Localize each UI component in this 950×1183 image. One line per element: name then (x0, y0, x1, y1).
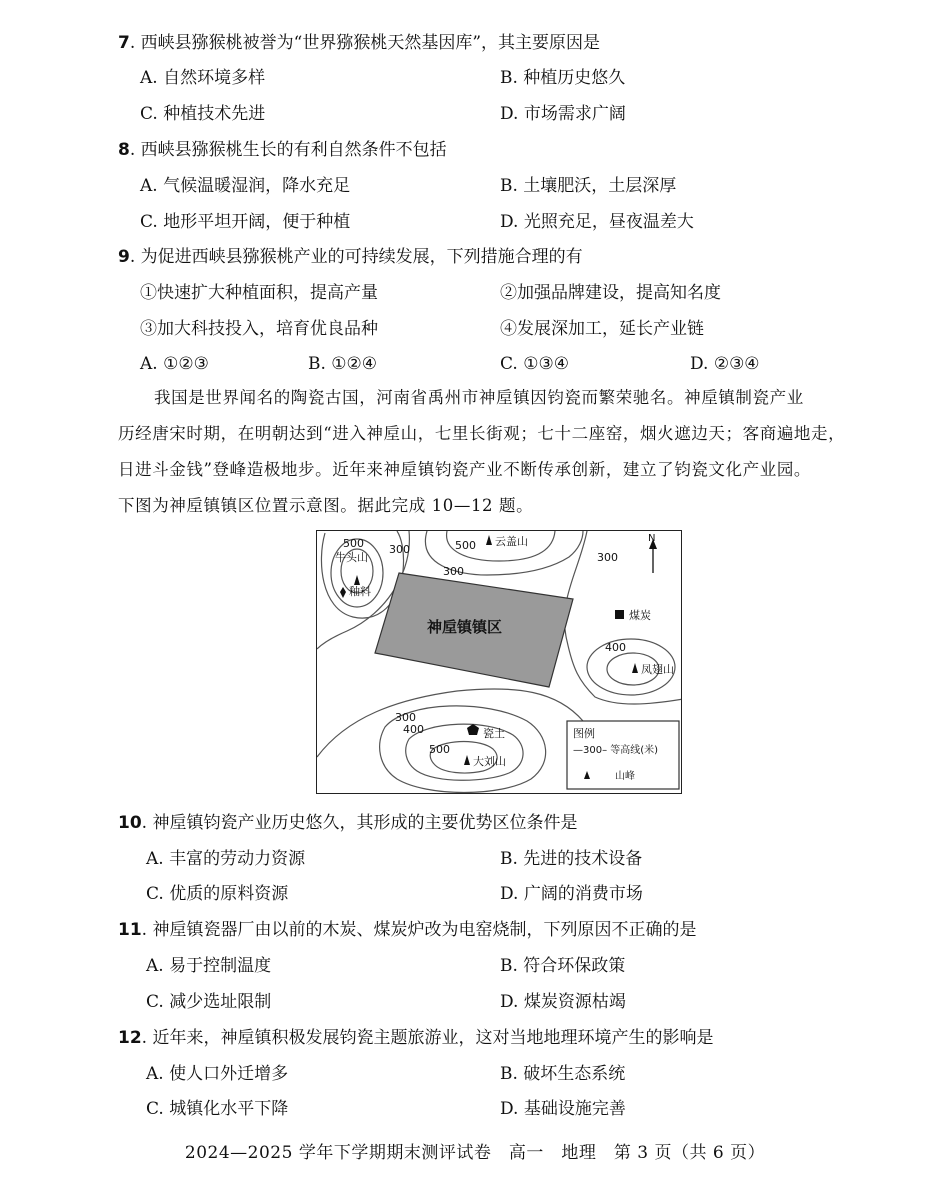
peak-marker-icon (486, 535, 492, 545)
peak-label-fengchi: 凤翅山 (641, 663, 674, 676)
map-drawing (317, 531, 682, 794)
coal-symbol-icon (615, 610, 624, 619)
q8-option-d: D. 光照充足，昼夜温差大 (500, 212, 694, 232)
q9-measure-2: ②加强品牌建设，提高知名度 (500, 283, 721, 303)
question-number: 10 (118, 813, 142, 833)
q9-measure-1: ①快速扩大种植面积，提高产量 (140, 283, 378, 303)
question-text: . 近年来，神垕镇积极发展钧瓷主题旅游业，这对当地地理环境产生的影响是 (141, 1028, 714, 1048)
question-8-stem (118, 139, 447, 161)
q10-option-c: C. 优质的原料资源 (146, 884, 289, 904)
q8-option-c: C. 地形平坦开阔，便于种植 (140, 212, 351, 232)
peak-label-niutou: 牛头山 (335, 551, 368, 564)
north-label: N (648, 533, 656, 544)
peak-marker-icon (464, 755, 470, 765)
contour-label: 400 (605, 641, 626, 654)
passage-line-1: 我国是世界闻名的陶瓷古国，河南省禹州市神垕镇因钧瓷而繁荣驰名。神垕镇制瓷产业 (154, 388, 804, 407)
passage-line-4: 下图为神垕镇镇区位置示意图。据此完成 10—12 题。 (118, 496, 534, 515)
question-9-stem (118, 246, 583, 268)
q10-option-a: A. 丰富的劳动力资源 (146, 849, 306, 869)
question-number: 9 (118, 247, 130, 267)
question-text: . 神垕镇瓷器厂由以前的木炭、煤炭炉改为电窑烧制，下列原因不正确的是 (141, 920, 697, 940)
contour-label: 500 (455, 539, 476, 552)
contour-label: 500 (343, 537, 364, 550)
peak-label-yungai: 云盖山 (495, 535, 528, 548)
contour-label: 300 (443, 565, 464, 578)
q8-option-b: B. 土壤肥沃，土层深厚 (500, 176, 677, 196)
contour-label: 300 (597, 551, 618, 564)
peak-label-daliu: 大刘山 (473, 755, 506, 768)
resource-label-coal: 煤炭 (629, 609, 651, 622)
q12-option-b: B. 破坏生态系统 (500, 1064, 626, 1084)
question-number: 8 (118, 140, 130, 160)
q9-option-a: A. ①②③ (140, 354, 209, 374)
resource-label-glaze: 釉料 (349, 585, 371, 598)
legend-peak-label: 山峰 (615, 771, 635, 782)
passage-line-3: 日进斗金钱”登峰造极地步。近年来神垕镇钧瓷产业不断传承创新，建立了钧瓷文化产业园。 (118, 460, 812, 479)
contour-label: 300 (389, 543, 410, 556)
glaze-symbol-icon (340, 587, 346, 598)
q12-option-a: A. 使人口外迁增多 (146, 1064, 289, 1084)
contour-label: 400 (403, 723, 424, 736)
question-text: . 为促进西峡县猕猴桃产业的可持续发展，下列措施合理的有 (129, 247, 583, 267)
legend-title: 图例 (573, 727, 595, 740)
page-footer: 2024—2025 学年下学期期末测评试卷 高一 地理 第 3 页（共 6 页） (184, 1143, 766, 1163)
q12-option-c: C. 城镇化水平下降 (146, 1099, 289, 1119)
legend-contour-label: —300– 等高线(米) (573, 745, 659, 756)
q9-measure-4: ④发展深加工，延长产业链 (500, 319, 704, 339)
question-text: . 西峡县猕猴桃生长的有利自然条件不包括 (129, 140, 447, 160)
q7-option-c: C. 种植技术先进 (140, 104, 266, 124)
q9-measure-3: ③加大科技投入，培育优良品种 (140, 319, 378, 339)
question-7-stem (118, 32, 600, 54)
question-text: . 神垕镇钧瓷产业历史悠久，其形成的主要优势区位条件是 (141, 813, 578, 833)
q9-option-d: D. ②③④ (690, 354, 760, 374)
q12-option-d: D. 基础设施完善 (500, 1099, 626, 1119)
q10-option-d: D. 广阔的消费市场 (500, 884, 643, 904)
question-text: . 西峡县猕猴桃被誉为“世界猕猴桃天然基因库”，其主要原因是 (129, 33, 601, 53)
question-number: 7 (118, 33, 130, 53)
location-map (316, 530, 682, 794)
question-10-stem (118, 812, 577, 834)
question-12-stem (118, 1027, 713, 1049)
q9-option-b: B. ①②④ (308, 354, 378, 374)
resource-label-clay: 瓷土 (483, 727, 505, 740)
peak-marker-icon (354, 575, 360, 585)
q7-option-a: A. 自然环境多样 (140, 68, 266, 88)
q8-option-a: A. 气候温暖湿润，降水充足 (140, 176, 351, 196)
clay-symbol-icon (467, 724, 479, 735)
passage-line-2: 历经唐宋时期，在明朝达到“进入神垕山，七里长街观；七十二座窑，烟火遮边天；客商遍地走， (118, 424, 846, 443)
town-label: 神垕镇镇区 (427, 618, 503, 636)
contour-line (317, 689, 583, 757)
peak-marker-icon (632, 663, 638, 673)
q11-option-a: A. 易于控制温度 (146, 956, 272, 976)
contour-label: 500 (429, 743, 450, 756)
reading-passage (118, 380, 883, 524)
q11-option-c: C. 减少选址限制 (146, 992, 272, 1012)
q9-option-c: C. ①③④ (500, 354, 569, 374)
q11-option-d: D. 煤炭资源枯竭 (500, 992, 626, 1012)
q11-option-b: B. 符合环保政策 (500, 956, 626, 976)
question-number: 12 (118, 1028, 142, 1048)
contour-label: 300 (395, 711, 416, 724)
question-11-stem (118, 919, 696, 941)
q7-option-b: B. 种植历史悠久 (500, 68, 626, 88)
q7-option-d: D. 市场需求广阔 (500, 104, 626, 124)
q10-option-b: B. 先进的技术设备 (500, 849, 643, 869)
question-number: 11 (118, 920, 142, 940)
